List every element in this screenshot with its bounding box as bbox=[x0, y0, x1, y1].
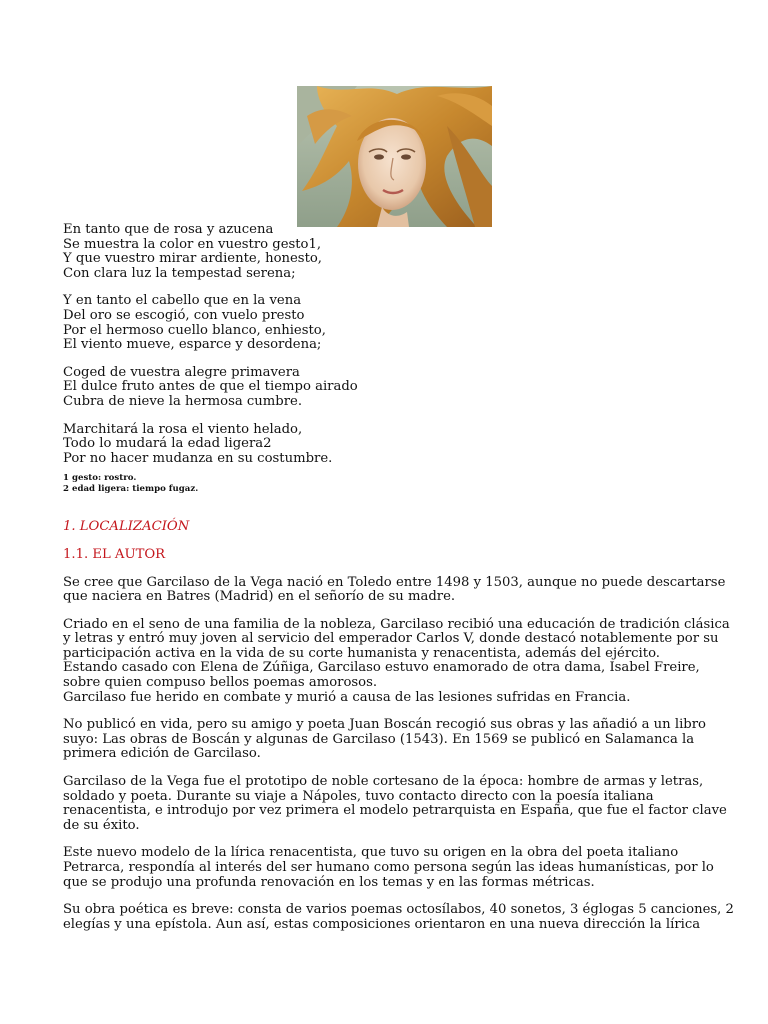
paragraph bbox=[63, 618, 731, 706]
paragraph-line: y letras y entró muy joven al servicio del emperador Carlos V, donde destacó notablemente por su bbox=[63, 631, 719, 647]
venus-portrait-image bbox=[297, 86, 492, 227]
poem-line: Se muestra la color en vuestro gesto1, bbox=[63, 236, 322, 252]
paragraph-line: Se cree que Garcilaso de la Vega nació en Toledo entre 1498 y 1503, aunque no puede descartarse bbox=[63, 574, 726, 590]
paragraph-line: Su obra poética es breve: consta de varios poemas octosílabos, 40 sonetos, 3 églogas 5 canciones, 2 bbox=[63, 902, 734, 918]
section-heading: 1. LOCALIZACIÓN bbox=[63, 519, 190, 535]
paragraph bbox=[63, 902, 734, 932]
poem-stanza bbox=[63, 366, 731, 410]
footnotes bbox=[63, 473, 731, 495]
poem-line: Del oro se escogió, con vuelo presto bbox=[63, 307, 305, 323]
paragraph-line: No publicó en vida, pero su amigo y poeta Juan Boscán recogió sus obras y las añadió a un libro bbox=[63, 717, 706, 733]
poem-stanza bbox=[63, 294, 731, 352]
paragraph-line: que naciera en Batres (Madrid) en el señorío de su madre. bbox=[63, 589, 456, 605]
paragraph-line: que se produjo una profunda renovación en los temas y en las formas métricas. bbox=[63, 874, 595, 890]
poem-line: Coged de vuestra alegre primavera bbox=[63, 364, 300, 380]
poem-line: Con clara luz la tempestad serena; bbox=[63, 265, 296, 281]
poem-line: Cubra de nieve la hermosa cumbre. bbox=[63, 393, 303, 409]
poem-line: En tanto que de rosa y azucena bbox=[63, 222, 274, 237]
poem-line: Por el hermoso cuello blanco, enhiesto, bbox=[63, 322, 326, 338]
paragraph-line: renacentista, e introdujo por vez primera el modelo petrarquista en España, que fue el factor clave bbox=[63, 803, 727, 819]
poem-line: Y que vuestro mirar ardiente, honesto, bbox=[63, 251, 323, 267]
paragraph-line: sobre quien compuso bellos poemas amorosos. bbox=[63, 675, 378, 691]
paragraph-line: Este nuevo modelo de la lírica renacentista, que tuvo su origen en la obra del poeta italiano bbox=[63, 845, 679, 861]
paragraph-line: participación activa en la vida de su corte humanista y renacentista, además del ejército. bbox=[63, 645, 660, 661]
paragraph bbox=[63, 576, 731, 605]
poem-stanza bbox=[63, 223, 731, 281]
poem bbox=[63, 223, 731, 466]
poem-line: El viento mueve, esparce y desordena; bbox=[63, 337, 322, 353]
paragraph-line: Garcilaso de la Vega fue el prototipo de noble cortesano de la época: hombre de armas y letras, bbox=[63, 774, 704, 790]
paragraph-line: Petrarca, respondía al interés del ser humano como persona según las ideas humanísticas, por lo bbox=[63, 860, 714, 875]
paragraph bbox=[63, 846, 731, 890]
paragraph-line: primera edición de Garcilaso. bbox=[63, 746, 261, 762]
paragraph-line: elegías y una epístola. Aun así, estas composiciones orientaron en una nueva dirección la lírica bbox=[63, 916, 701, 932]
subsection-heading: 1.1. EL AUTOR bbox=[63, 546, 166, 562]
paragraph-line: Criado en el seno de una familia de la nobleza, Garcilaso recibió una educación de tradición clásica bbox=[63, 616, 730, 632]
paragraph-line: Estando casado con Elena de Zúñiga, Garcilaso estuvo enamorado de otra dama, Isabel Freire, bbox=[63, 660, 700, 676]
footnote: 1 gesto: rostro. bbox=[63, 473, 137, 484]
poem-stanza bbox=[63, 423, 731, 467]
poem-line: Todo lo mudará la edad ligera2 bbox=[63, 436, 272, 452]
paragraph bbox=[63, 718, 731, 762]
paragraph-line: soldado y poeta. Durante su viaje a Nápoles, tuvo contacto directo con la poesía italiana bbox=[63, 788, 654, 804]
poem-line: Marchitará la rosa el viento helado, bbox=[63, 421, 303, 437]
poem-line: El dulce fruto antes de que el tiempo airado bbox=[63, 379, 358, 395]
paragraph-line: Garcilaso fue herido en combate y murió a causa de las lesiones sufridas en Francia. bbox=[63, 689, 631, 705]
paragraph-line: de su éxito. bbox=[63, 817, 140, 833]
paragraph-line: suyo: Las obras de Boscán y algunas de Garcilaso (1543). En 1569 se publicó en Salamanca la bbox=[63, 731, 695, 747]
document-body bbox=[63, 222, 734, 932]
paragraph bbox=[63, 775, 731, 833]
poem-line: Por no hacer mudanza en su costumbre. bbox=[63, 450, 333, 466]
footnote: 2 edad ligera: tiempo fugaz. bbox=[63, 484, 199, 495]
poem-line: Y en tanto el cabello que en la vena bbox=[63, 293, 302, 309]
